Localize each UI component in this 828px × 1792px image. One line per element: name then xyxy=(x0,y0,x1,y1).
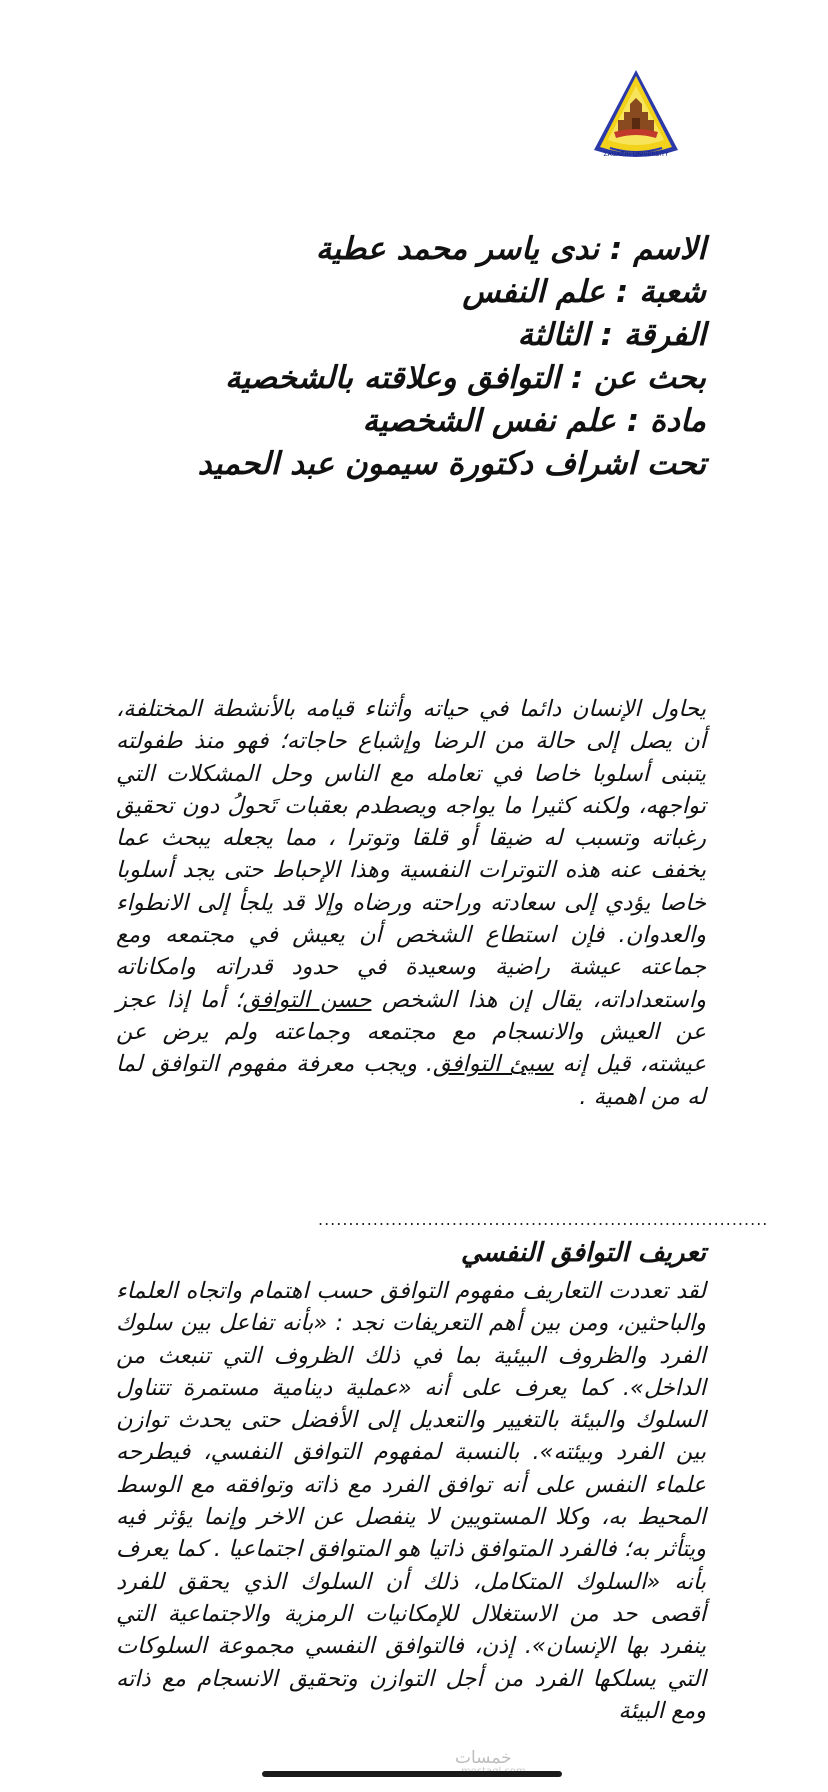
dotted-divider: .......................................................................... xyxy=(318,1210,769,1229)
intro-text-3: . ويجب معرفة مفهوم التوافق لما له من اهمية . xyxy=(116,1051,706,1110)
introduction-paragraph xyxy=(116,693,706,1113)
intro-text-2: ؛ أما إذا عجز عن العيش والانسجام مع مجتمعه وجماعته ولم يرض عن عيشته، قيل إنه xyxy=(116,986,707,1078)
course-subject: مادة : علم نفس الشخصية xyxy=(362,403,706,439)
year-level: الفرقة : الثالثة xyxy=(517,317,706,353)
term-maladjusted: سيئ التوافق xyxy=(433,1051,554,1078)
definition-paragraph: لقد تعددت التعاريف مفهوم التوافق حسب اهتمام واتجاه العلماء والباحثين، ومن بين أهم التعريفات نجد : «بأنه تفاعل بين سلوك الفرد والظروف البيئية بما في ذلك الظروف التي تنبعث من الداخل». كما يعرف على أنه «عملية دينامية مستمرة تتناول السلوك والبيئة بالتغيير والتعديل إلى الأفضل حتى يحدث توازن بين الفرد وبيئته». بالنسبة لمفهوم التوافق النفسي، فيطرحه علماء النفس على أنه توافق الفرد مع ذاته وتوافقه مع الوسط المحيط به، وكلا المستويين لا ينفصل عن الاخر وإنما يؤثر فيه ويتأثر به؛ فالفرد المتوافق ذاتيا هو المتوافق اجتماعيا . كما يعرف بأنه «السلوك المتكامل، ذلك أن السلوك الذي يحقق للفرد أقصى حد من الاستغلال للإمكانيات الرمزية والاجتماعية التي ينفرد بها الإنسان». إذن، فالتوافق النفسي مجموعة السلوكات التي يسلكها الفرد من أجل التوازن وتحقيق الانسجام مع ذاته ومع البيئة xyxy=(116,1278,706,1724)
term-well-adjusted: حسن التوافق xyxy=(242,986,372,1013)
department: شعبة : علم النفس xyxy=(462,274,706,310)
home-indicator-bar[interactable] xyxy=(262,1771,562,1777)
student-name: الاسم : ندى ياسر محمد عطية xyxy=(315,231,706,267)
research-topic: بحث عن : التوافق وعلاقته بالشخصية xyxy=(224,360,706,396)
supervisor: تحت اشراف دكتورة سيمون عبد الحميد xyxy=(197,446,706,482)
watermark-brand: خمسات xyxy=(455,1748,512,1768)
svg-text:ZAGAZIG UNIVERSITY: ZAGAZIG UNIVERSITY xyxy=(603,151,669,158)
zagazig-university-logo xyxy=(590,68,682,166)
section-title: تعريف التوافق النفسي xyxy=(460,1238,706,1268)
student-info xyxy=(66,228,706,486)
intro-text-1: يحاول الإنسان دائما في حياته وأثناء قيامه بالأنشطة المختلفة، أن يصل إلى حالة من الرضا وإشباع حاجاته؛ فهو منذ طفولته يتبنى أسلوبا خاصا في تعامله مع الناس وحل المشكلات التي تواجهه، ولكنه كثيرا ما يواجه ويصطدم بعقبات تَحولُ دون تحقيق رغباته وتسبب له ضيقا أو قلقا وتوترا ، مما يجعله يبحث عما يخفف عنه هذه التوترات النفسية وهذا الإحباط حتى يجد أسلوبا خاصا يؤدي إلى سعادته وراحته ورضاه وإلا قد يلجأ إلى الانطواء والعدوان. فإن استطاع الشخص أن يعيش في مجتمعه ومع جماعته عيشة راضية وسعيدة في حدود قدراته وامكاناته واستعداداته، يقال إن هذا الشخص xyxy=(116,696,706,1013)
